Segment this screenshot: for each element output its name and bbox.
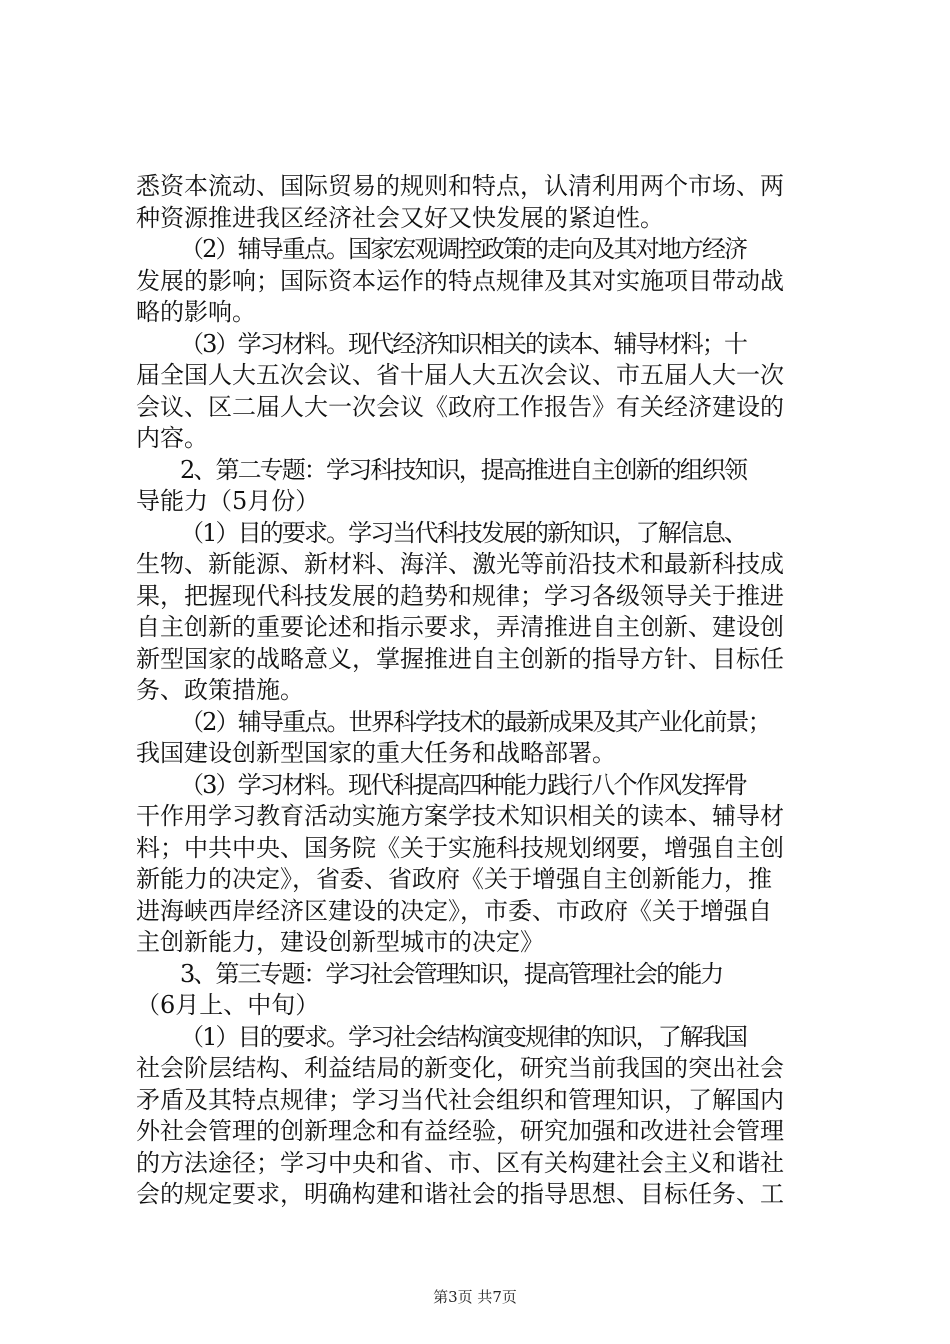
document-body bbox=[136, 171, 836, 1211]
text-line: 新能力的决定》，省委、省政府《关于增强自主创新能力，推 bbox=[136, 865, 772, 893]
text-line: 务、政策措施。 bbox=[136, 676, 304, 704]
text-line: 略的影响。 bbox=[136, 298, 256, 326]
text-line: （2）辅导重点。国家宏观调控政策的走向及其对地方经济 bbox=[180, 235, 747, 263]
text-line: （2）辅导重点。世界科学技术的最新成果及其产业化前景； bbox=[180, 707, 770, 736]
text-line: 会议、区二届人大一次会议《政府工作报告》有关经济建设的 bbox=[136, 392, 784, 421]
text-line: 悉资本流动、国际贸易的规则和特点，认清利用两个市场、两 bbox=[136, 172, 784, 200]
text-line: 内容。 bbox=[136, 424, 208, 452]
text-line: 外社会管理的创新理念和有益经验，研究加强和改进社会管理 bbox=[136, 1117, 784, 1145]
text-line: 种资源推进我区经济社会又好又快发展的紧迫性。 bbox=[136, 203, 664, 232]
text-line: （3）学习材料。现代经济知识相关的读本、辅导材料；十 bbox=[180, 329, 747, 358]
text-line: （3）学习材料。现代科提高四种能力践行八个作风发挥骨 bbox=[180, 770, 747, 799]
text-line: 我国建设创新型国家的重大任务和战略部署。 bbox=[136, 739, 616, 767]
text-line: 届全国人大五次会议、省十届人大五次会议、市五届人大一次 bbox=[136, 361, 784, 389]
text-line: 2、第二专题：学习科技知识，提高推进自主创新的组织领 bbox=[180, 455, 747, 484]
page-footer: 第3页 共7页 bbox=[433, 1288, 517, 1306]
text-line: 生物、新能源、新材料、海洋、激光等前沿技术和最新科技成 bbox=[136, 550, 784, 578]
text-line: （1）目的要求。学习社会结构演变规律的知识，了解我国 bbox=[180, 1022, 747, 1051]
text-line: 会的规定要求，明确构建和谐社会的指导思想、目标任务、工 bbox=[136, 1180, 784, 1208]
text-line: 导能力（5月份） bbox=[136, 487, 320, 515]
text-line: 进海峡西岸经济区建设的决定》，市委、市政府《关于增强自 bbox=[136, 896, 772, 925]
text-line: 社会阶层结构、利益结局的新变化，研究当前我国的突出社会 bbox=[136, 1054, 784, 1082]
text-line: （6月上、中旬） bbox=[136, 991, 320, 1019]
text-line: 果，把握现代科技发展的趋势和规律；学习各级领导关于推进 bbox=[136, 581, 784, 610]
text-line: 矛盾及其特点规律；学习当代社会组织和管理知识，了解国内 bbox=[136, 1085, 784, 1114]
text-line: 自主创新的重要论述和指示要求，弄清推进自主创新、建设创 bbox=[136, 613, 784, 641]
text-line: 新型国家的战略意义，掌握推进自主创新的指导方针、目标任 bbox=[136, 644, 784, 673]
text-line: 发展的影响；国际资本运作的特点规律及其对实施项目带动战 bbox=[136, 266, 784, 295]
text-line: 干作用学习教育活动实施方案学技术知识相关的读本、辅导材 bbox=[136, 802, 784, 830]
text-line: （1）目的要求。学习当代科技发展的新知识，了解信息、 bbox=[180, 518, 747, 547]
text-line: 料；中共中央、国务院《关于实施科技规划纲要，增强自主创 bbox=[136, 833, 784, 862]
text-line: 主创新能力，建设创新型城市的决定》 bbox=[136, 928, 544, 956]
text-line: 的方法途径；学习中央和省、市、区有关构建社会主义和谐社 bbox=[136, 1148, 784, 1177]
text-line: 3、第三专题：学习社会管理知识，提高管理社会的能力 bbox=[180, 959, 723, 988]
